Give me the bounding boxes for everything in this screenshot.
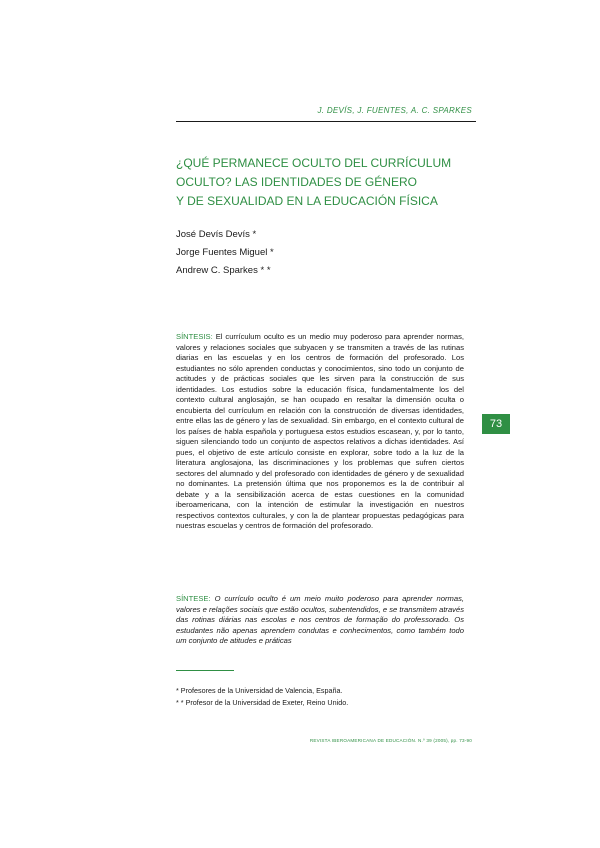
footnotes xyxy=(176,685,348,708)
abstract-text: O currículo oculto é um meio muito poderoso para aprender normas, valores e relações sociais que estão ocultos, subentendidos, e se transmitem através das rotinas diárias nas escolas e nos centros de formação do professorado. Os estudantes não apenas aprendem condutas e conhecimentos, como também todo um conjunto de atitudes e práticas xyxy=(176,594,464,645)
author-name: Jorge Fuentes Miguel * xyxy=(176,247,274,258)
abstract-text: El currículum oculto es un medio muy poderoso para aprender normas, valores y relaciones sociales que subyacen y se transmiten a través de las rutinas diarias en las escuelas y en los centros de formación del profesorado. Los estudiantes no sólo aprenden conductas y conocimientos, sino todo un conjunto de actitudes y de prácticas sociales que les sirven para la construcción de sus identidades. Los estudios sobre la educación física, fundamentalmente los del contexto cultural anglosajón, se han ocupado en resaltar la dimensión oculta o encubierta del currículum en relación con la construcción de diversas identidades, entre ellas las de género y las de sexualidad. Sin embargo, en el contexto cultural de los países de habla española y portuguesa estos estudios escasean, y, por lo tanto, siguen silenciando todo un conjunto de aspectos relativos a dichas identidades. Así pues, el objetivo de este artículo consiste en explorar, sobre todo a la luz de la literatura anglosajona, las discriminaciones y los problemas que sufren ciertos sectores del alumnado y del profesorado con identidades de género y de sexualidad no dominantes. La pretensión última que nos proponemos es la de contribuir al debate y a la sensibilización acerca de estas cuestiones en la comunidad iberoamericana, con la intención de estimular la investigación en nuestros respectivos contextos culturales, y con la de plantear propuestas pedagógicas para nuestras escuelas y centros de formación del profesorado. xyxy=(176,332,464,530)
title-line: ¿QUÉ PERMANECE OCULTO DEL CURRÍCULUM xyxy=(176,156,452,170)
abstract-label: SÍNTESIS: xyxy=(176,332,213,341)
author-list xyxy=(176,226,274,280)
abstract-portuguese xyxy=(176,594,464,647)
title-line: OCULTO? LAS IDENTIDADES DE GÉNERO xyxy=(176,175,417,189)
journal-footer: REVISTA IBEROAMERICANA DE EDUCACIÓN. N.º 39 (2005), pp. 73-90 xyxy=(309,738,472,743)
footnote: * * Profesor de la Universidad de Exeter, Reino Unido. xyxy=(176,697,349,707)
running-head: J. DEVÍS, J. FUENTES, A. C. SPARKES xyxy=(317,106,472,115)
header-rule xyxy=(176,121,476,122)
page-number-badge: 73 xyxy=(482,414,510,434)
author-name: Andrew C. Sparkes * * xyxy=(176,265,271,276)
abstract-label: SÍNTESE: xyxy=(176,594,211,603)
author-name: José Devís Devís * xyxy=(176,229,257,240)
article-title xyxy=(176,154,476,211)
abstract-spanish xyxy=(176,332,464,532)
footnote-rule xyxy=(176,670,234,671)
title-line: Y DE SEXUALIDAD EN LA EDUCACIÓN FÍSICA xyxy=(176,194,438,208)
footnote: * Profesores de la Universidad de Valencia, España. xyxy=(176,686,343,695)
